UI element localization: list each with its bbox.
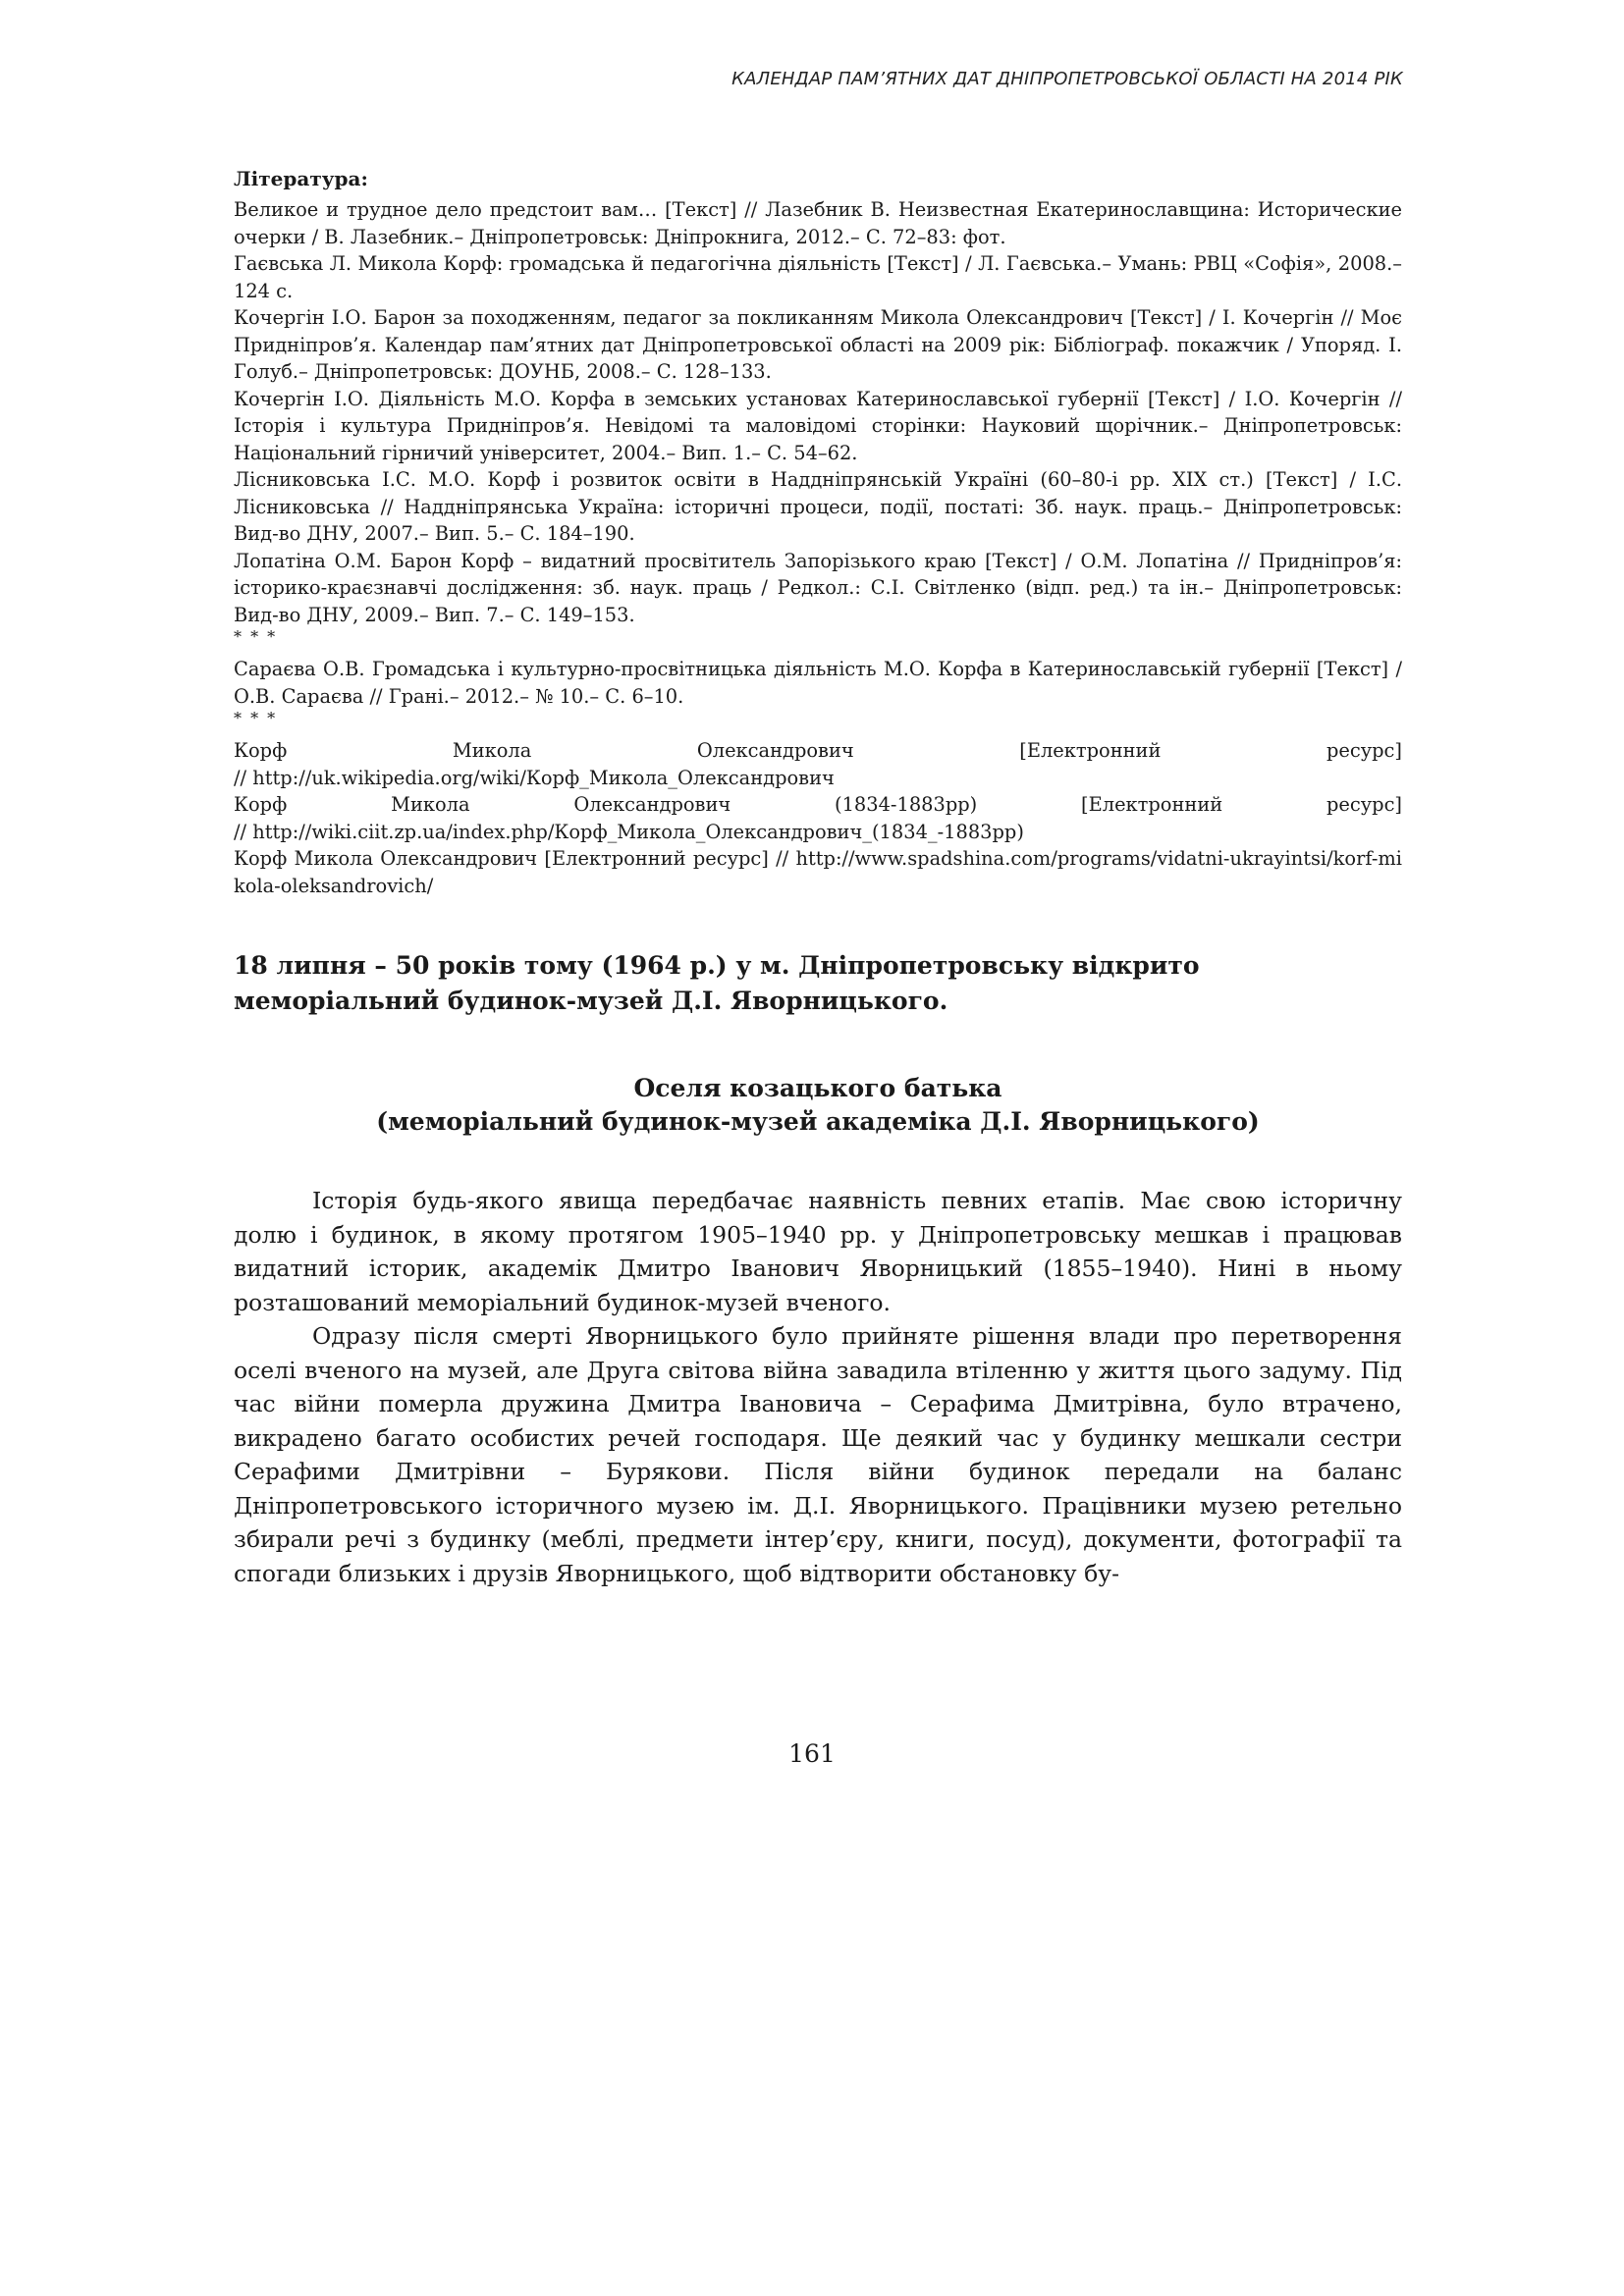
web-resource-line: [234, 791, 1402, 819]
word: Корф: [234, 793, 288, 816]
literature-entry: Лісниковська І.С. М.О. Корф і розвиток освіти в Наддніпрянській Україні (60–80-і рр. ХІХ ст.) [Текст] / І.С. Лісниковська // Наддніпрянська Україна: історичні процеси, події, постаті: Зб. наук. праць.– Дніпропетровськ: Вид-во ДНУ, 2007.– Вип. 5.– С. 184–190.: [234, 468, 1402, 545]
word: Микола: [452, 739, 532, 762]
word: [Електронний: [1081, 793, 1223, 816]
section-title: [234, 1072, 1402, 1139]
separator: * * *: [234, 627, 278, 646]
web-resource-line: [234, 737, 1402, 765]
literature-entry: Гаєвська Л. Микола Корф: громадська й педагогічна діяльність [Текст] / Л. Гаєвська.– Умань: РВЦ «Софія», 2008.– 124 с.: [234, 252, 1402, 302]
word: (1834-1883рр): [835, 793, 978, 816]
web-resource-url[interactable]: // http://wiki.ciit.zp.ua/index.php/Корф_Микола_Олександрович_(1834_-1883рр): [234, 820, 1024, 843]
body-text: [234, 1184, 1402, 1590]
word: Корф: [234, 739, 288, 762]
body-paragraph: Історія будь-якого явища передбачає наявність певних етапів. Має свою історичну долю і будинок, в якому протягом 1905–1940 рр. у Дніпропетровську мешкав і працював видатний історик, академік Дмитро Іванович Яворницький (1855–1940). Нині в ньому розташований меморіальний будинок-музей вченого.: [234, 1187, 1402, 1316]
body-paragraph: Одразу після смерті Яворницького було прийняте рішення влади про перетворення оселі вченого на музей, але Друга світова війна завадила втіленню у життя цього задуму. Під час війни померла дружина Дмитра Івановича – Серафима Дмитрівна, було втрачено, викрадено багато особистих речей господаря. Ще деякий час у будинку мешкали сестри Серафими Дмитрівни – Бурякови. Після війни будинок передали на баланс Дніпропетровського історичного музею ім. Д.І. Яворницького. Працівники музею ретельно збирали речі з будинку (меблі, предмети інтер’єру, книги, посуд), документи, фотографії та спогади близьких і друзів Яворницького, щоб відтворити обстановку бу-: [234, 1322, 1402, 1587]
literature-list: [234, 196, 1402, 899]
separator: * * *: [234, 709, 278, 727]
web-resource-url[interactable]: // http://uk.wikipedia.org/wiki/Корф_Микола_Олександрович: [234, 766, 835, 789]
word: Микола: [391, 793, 470, 816]
word: Олександрович: [696, 739, 854, 762]
literature-entry: Кочергін І.О. Діяльність М.О. Корфа в земських установах Катеринославської губернії [Текст] / І.О. Кочергін // Історія і культура Придніпров’я. Невідомі та маловідомі сторінки: Науковий щорічник.– Дніпропетровськ: Національний гірничий університет, 2004.– Вип. 1.– С. 54–62.: [234, 387, 1402, 464]
word: Олександрович: [573, 793, 731, 816]
literature-entry: Кочергін І.О. Барон за походженням, педагог за покликанням Микола Олександрович [Текст] / І. Кочергін // Моє Придніпров’я. Календар пам’ятних дат Дніпропетровської області на 2009 рік: Бібліограф. покажчик / Упоряд. І. Голуб.– Дніпропетровськ: ДОУНБ, 2008.– С. 128–133.: [234, 306, 1402, 383]
section-subtitle: (меморіальний будинок-музей академіка Д.І. Яворницького): [376, 1107, 1260, 1136]
literature-heading: Література:: [234, 167, 368, 190]
event-title: 18 липня – 50 років тому (1964 р.) у м. Дніпропетровську відкрито меморіальний будинок-музей Д.І. Яворницького.: [234, 951, 1200, 1015]
literature-entry: Лопатіна О.М. Барон Корф – видатний просвітитель Запорізького краю [Текст] / О.М. Лопатіна // Придніпров’я: історико-краєзнавчі дослідження: зб. наук. праць / Редкол.: С.І. Світленко (відп. ред.) та ін.– Дніпропетровськ: Вид-во ДНУ, 2009.– Вип. 7.– С. 149–153.: [234, 549, 1402, 626]
literature-entry: Сараєва О.В. Громадська і культурно-просвітницька діяльність М.О. Корфа в Катеринославській губернії [Текст] / О.В. Сараєва // Грані.– 2012.– № 10.– С. 6–10.: [234, 658, 1402, 708]
word: [Електронний: [1019, 739, 1162, 762]
page-content: [234, 167, 1402, 1590]
word: ресурс]: [1326, 793, 1402, 816]
running-header: КАЛЕНДАР ПАМ’ЯТНИХ ДАТ ДНІПРОПЕТРОВСЬКОЇ ОБЛАСТІ НА 2014 РІК: [731, 69, 1403, 89]
web-resource-entry[interactable]: Корф Микола Олександрович [Електронний ресурс] // http://www.spadshina.com/programs/vidatni-ukrayintsi/korf-mikola-oleksandrovich/: [234, 847, 1402, 897]
literature-entry: Великое и трудное дело предстоит вам… [Текст] // Лазебник В. Неизвестная Екатеринославщина: Исторические очерки / В. Лазебник.– Дніпропетровськ: Дніпрокнига, 2012.– С. 72–83: фот.: [234, 198, 1402, 248]
word: ресурс]: [1326, 739, 1402, 762]
section-title-line: Оселя козацького батька: [633, 1074, 1002, 1102]
page-number: 161: [788, 1739, 836, 1768]
